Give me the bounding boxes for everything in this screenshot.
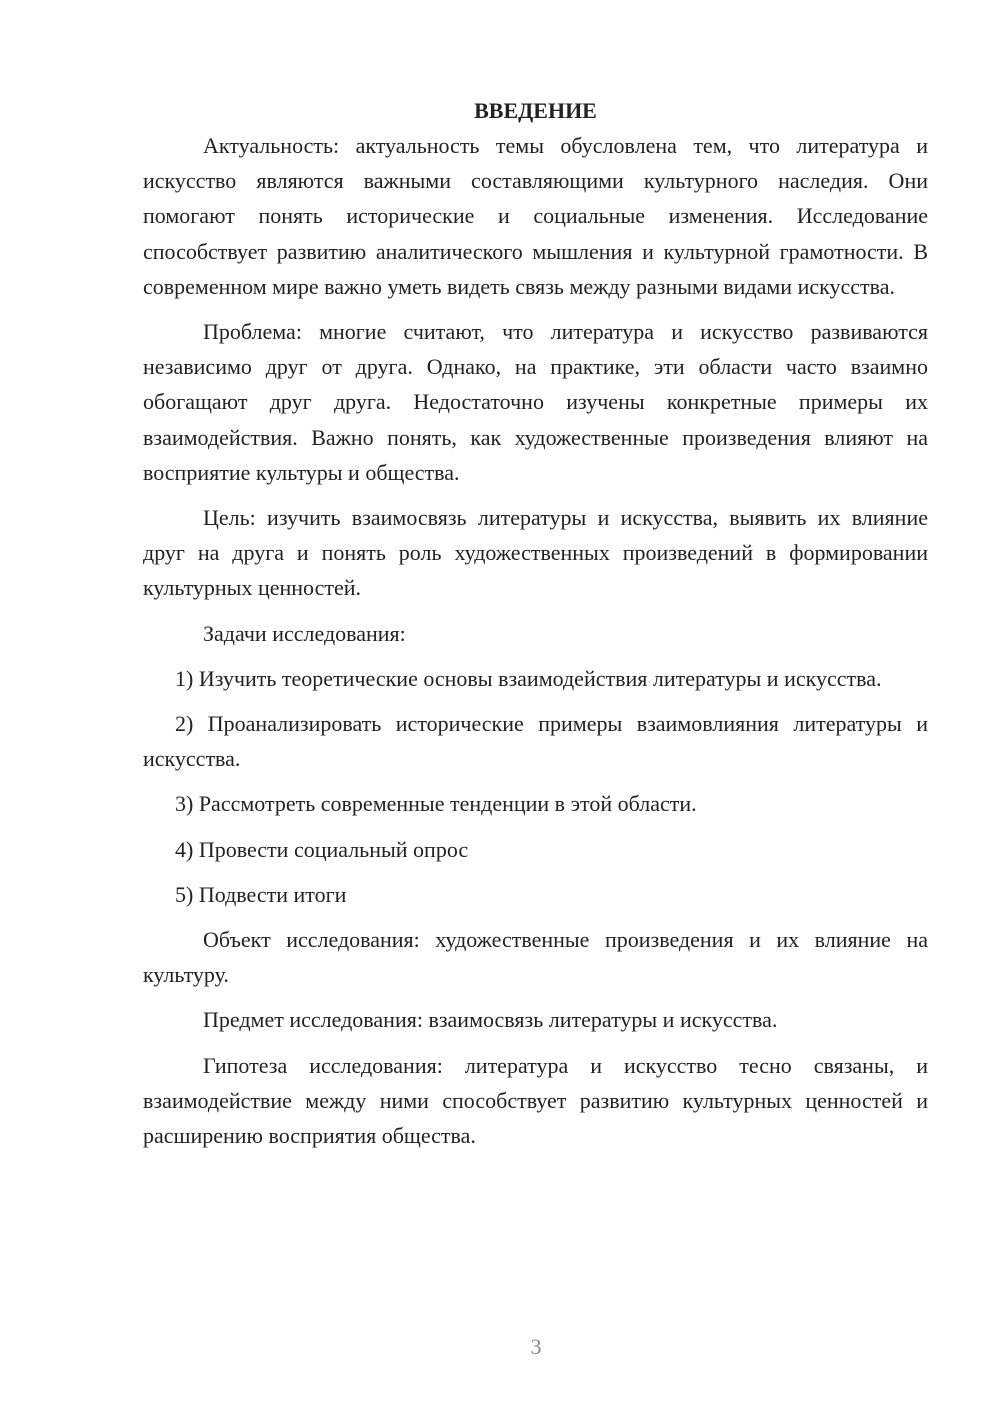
section-title: ВВЕДЕНИЕ <box>474 98 597 123</box>
page-content <box>143 93 928 1153</box>
task-item-4: 4) Провести социальный опрос <box>175 836 469 862</box>
page-number: 3 <box>530 1334 542 1359</box>
paragraph-object: Объект исследования: художественные произведения и их влияние на культуру. <box>143 927 928 988</box>
paragraph-problem: Проблема: многие считают, что литература и искусство развиваются независимо друг от друга. Однако, на практике, эти области часто взаимно обогащают друг друга. Недостаточно изучены конкретные примеры их взаимодействия. Важно понять, как художественные произведения влияют на восприятие культуры и общества. <box>143 319 928 485</box>
paragraph-goal: Цель: изучить взаимосвязь литературы и искусства, выявить их влияние друг на друга и понять роль художественных произведений в формировании культурных ценностей. <box>143 505 928 601</box>
paragraph-subject: Предмет исследования: взаимосвязь литературы и искусства. <box>203 1007 778 1033</box>
task-item-3: 3) Рассмотреть современные тенденции в этой области. <box>175 791 697 817</box>
paragraph-relevance: Актуальность: актуальность темы обусловлена тем, что литература и искусство являются важными составляющими культурного наследия. Они помогают понять исторические и социальные изменения. Исследование способствует развитию аналитического мышления и культурной грамотности. В современном мире важно уметь видеть связь между разными видами искусства. <box>143 133 928 299</box>
task-item-5: 5) Подвести итоги <box>175 881 347 907</box>
paragraph-tasks-heading: Задачи исследования: <box>203 620 406 646</box>
task-item-2: 2) Проанализировать исторические примеры взаимовлияния литературы и искусства. <box>143 711 928 772</box>
paragraph-hypothesis: Гипотеза исследования: литература и искусство тесно связаны, и взаимодействие между ними способствует развитию культурных ценностей и расширению восприятия общества. <box>143 1052 928 1149</box>
task-item-1: 1) Изучить теоретические основы взаимодействия литературы и искусства. <box>175 665 882 691</box>
